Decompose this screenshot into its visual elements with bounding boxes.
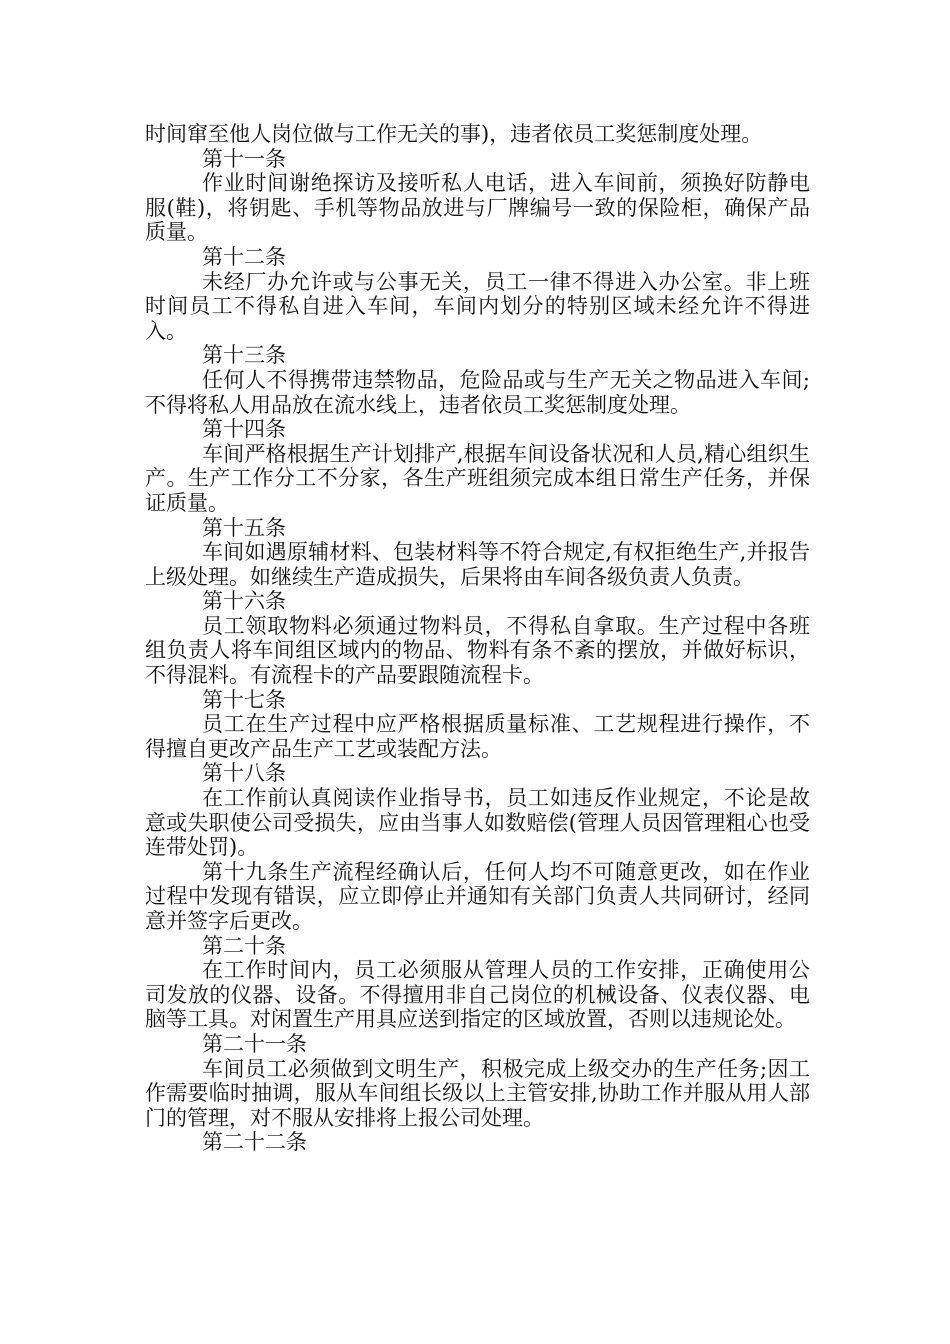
article-body-14: 车间严格根据生产计划排产,根据车间设备状况和人员,精心组织生产。生产工作分工不分家，各生产班组须完成本组日常生产任务，并保证质量。 (145, 441, 810, 515)
article-heading-16: 第十六条 (202, 589, 286, 614)
article-body-17: 员工在生产过程中应严格根据质量标准、工艺规程进行操作，不得擅自更改产品生产工艺或装配方法。 (145, 712, 810, 761)
article-body-11: 作业时间谢绝探访及接听私人电话，进入车间前，须换好防静电服(鞋)，将钥匙、手机等物品放进与厂牌编号一致的保险柜，确保产品质量。 (145, 171, 810, 245)
article-heading-22: 第二十二条 (202, 1130, 307, 1155)
article-body-21: 车间员工必须做到文明生产，积极完成上级交办的生产任务;因工作需要临时抽调，服从车间组长级以上主管安排,协助工作并服从用人部门的管理，对不服从安排将上报公司处理。 (145, 1056, 810, 1130)
article-heading-18: 第十八条 (202, 761, 286, 786)
article-heading-12: 第十二条 (202, 244, 286, 269)
article-body-19: 第十九条生产流程经确认后，任何人均不可随意更改，如在作业过程中发现有错误，应立即停止并通知有关部门负责人共同研讨，经同意并签字后更改。 (145, 859, 810, 933)
document-page (145, 122, 810, 1155)
article-body-18: 在工作前认真阅读作业指导书，员工如违反作业规定，不论是故意或失职使公司受损失，应由当事人如数赔偿(管理人员因管理粗心也受连带处罚)。 (145, 786, 810, 860)
paragraph-continuation: 时间窜至他人岗位做与工作无关的事)，违者依员工奖惩制度处理。 (145, 122, 763, 146)
article-heading-20: 第二十条 (202, 933, 286, 958)
article-heading-17: 第十七条 (202, 687, 286, 712)
article-body-20: 在工作时间内，员工必须服从管理人员的工作安排，正确使用公司发放的仪器、设备。不得擅用非自己岗位的机械设备、仪表仪器、电脑等工具。对闲置生产用具应送到指定的区域放置，否则以违规论处。 (145, 958, 810, 1032)
article-heading-11: 第十一条 (202, 146, 286, 171)
article-heading-21: 第二十一条 (202, 1031, 307, 1056)
article-body-16: 员工领取物料必须通过物料员，不得私自拿取。生产过程中各班组负责人将车间组区域内的物品、物料有条不紊的摆放，并做好标识，不得混料。有流程卡的产品要跟随流程卡。 (145, 613, 810, 688)
article-heading-13: 第十三条 (202, 343, 286, 368)
article-body-12: 未经厂办允许或与公事无关，员工一律不得进入办公室。非上班时间员工不得私自进入车间，车间内划分的特别区域未经允许不得进入。 (145, 269, 810, 343)
article-body-13: 任何人不得携带违禁物品，危险品或与生产无关之物品进入车间;不得将私人用品放在流水线上，违者依员工奖惩制度处理。 (145, 367, 810, 417)
article-heading-15: 第十五条 (202, 515, 286, 540)
article-body-15: 车间如遇原辅材料、包装材料等不符合规定,有权拒绝生产,并报告上级处理。如继续生产造成损失，后果将由车间各级负责人负责。 (145, 540, 810, 589)
article-heading-14: 第十四条 (202, 417, 286, 442)
